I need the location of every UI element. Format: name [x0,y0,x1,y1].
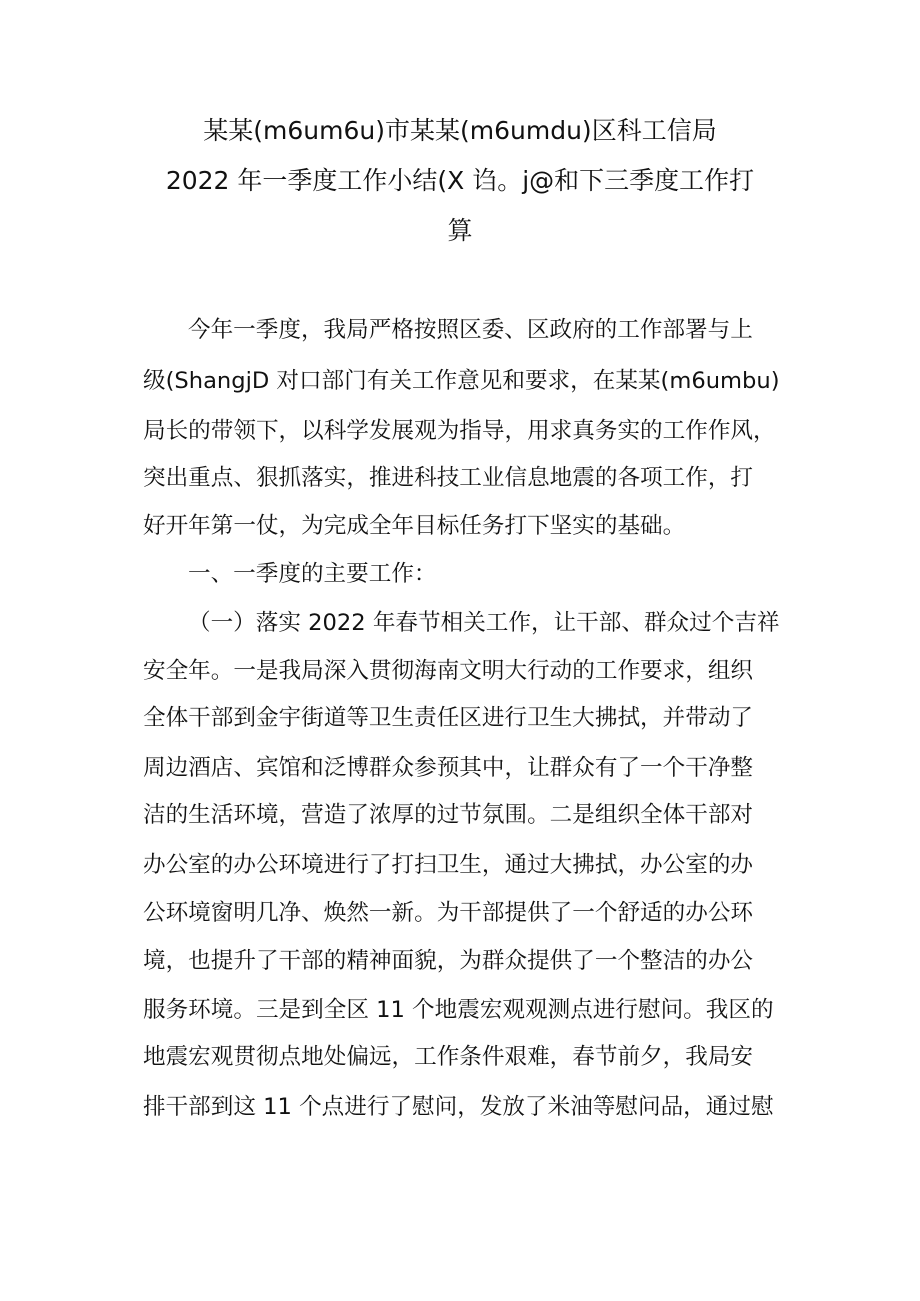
paragraph-line: （一）落实 2022 年春节相关工作，让干部、群众过个吉祥 [188,610,780,636]
document-title-line-2: 2022 年一季度工作小结(X 诌。j@和下三季度工作打 [165,166,755,195]
paragraph-line: 洁的生活环境，营造了浓厚的过节氛围。二是组织全体干部对 [143,802,754,828]
paragraph-line: 好开年第一仗，为完成全年目标任务打下坚实的基础。 [143,513,686,539]
paragraph-line: 公环境窗明几净、焕然一新。为干部提供了一个舒适的办公环 [143,900,754,926]
paragraph-line: 全体干部到金宇街道等卫生责任区进行卫生大拂拭，并带动了 [143,705,754,731]
paragraph-line: 排干部到这 11 个点进行了慰问，发放了米油等慰问品，通过慰 [143,1094,774,1120]
paragraph-line: 局长的带领下，以科学发展观为指导，用求真务实的工作作风， [143,418,776,444]
document-title-line-3: 算 [447,216,473,245]
paragraph-line: 地震宏观贯彻点地处偏远，工作条件艰难，春节前夕，我局安 [143,1044,754,1070]
paragraph-line: 突出重点、狠抓落实，推进科技工业信息地震的各项工作，打 [143,465,754,491]
document-title-line-1: 某某(m6um6u)市某某(m6umdu)区科工信局 [203,116,717,145]
paragraph-line: 级(ShangjD 对口部门有关工作意见和要求，在某某(m6umbu) [143,368,780,394]
paragraph-line: 安全年。一是我局深入贯彻海南文明大行动的工作要求，组织 [143,658,754,684]
paragraph-line: 办公室的办公环境进行了打扫卫生，通过大拂拭，办公室的办 [143,852,754,878]
paragraph-line: 服务环境。三是到全区 11 个地震宏观观测点进行慰问。我区的 [143,997,774,1023]
paragraph-line: 境，也提升了干部的精神面貌，为群众提供了一个整洁的办公 [143,948,754,974]
paragraph-line: 周边酒店、宾馆和泛博群众参预其中，让群众有了一个干净整 [143,755,754,781]
section-heading: 一、一季度的主要工作： [188,561,437,587]
paragraph-line: 今年一季度，我局严格按照区委、区政府的工作部署与上 [188,317,753,343]
